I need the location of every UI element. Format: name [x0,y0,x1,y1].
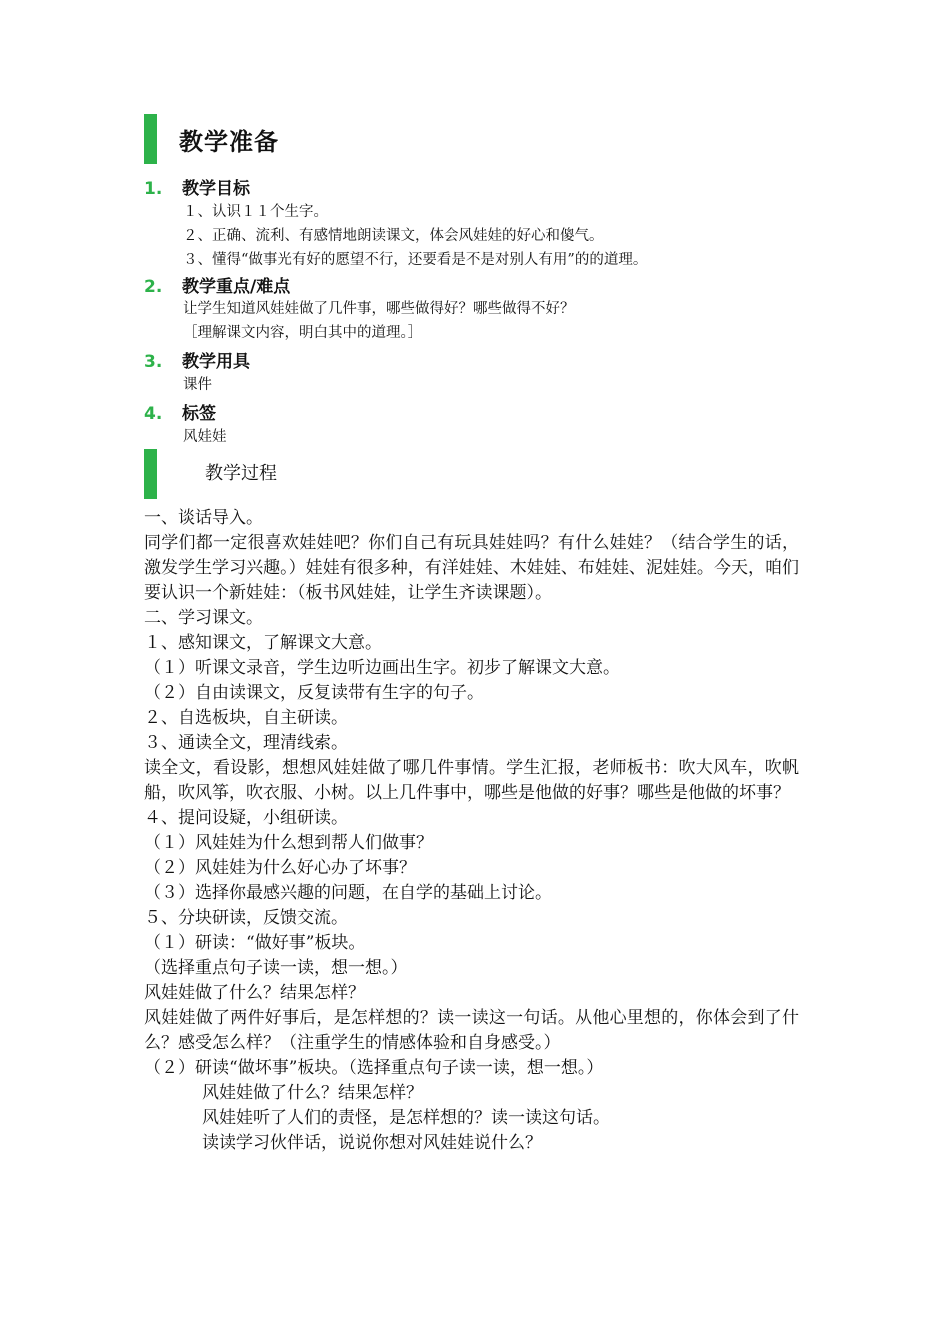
process-paragraph: 风娃娃做了什么？结果怎样？ [202,1083,423,1103]
section-marker-bar [144,114,157,164]
item-number: 3. [144,352,163,372]
prep-section-header [144,114,279,164]
prep-item-tags [144,399,216,424]
item-number: 1. [144,179,163,199]
process-paragraph: ３、通读全文，理清线索。 [144,733,348,753]
process-paragraph: （１）听课文录音，学生边听边画出生字。初步了解课文大意。 [144,658,620,678]
key-point-line: ［理解课文内容，明白其中的道理。］ [183,325,423,341]
process-paragraph: 风娃娃做了两件好事后，是怎样想的？读一读这一句话。从他心里想的，你体会到了什么？感受怎么样？（注重学生的情感体验和自身感受。） [144,1008,799,1053]
item-number: 4. [144,404,163,424]
objective-line: ２、正确、流利、有感情地朗读课文，体会风娃娃的好心和傻气。 [183,228,604,244]
process-paragraph: （选择重点句子读一读，想一想。） [144,958,408,978]
section-marker-bar [144,449,157,499]
process-paragraph: ２、自选板块，自主研读。 [144,708,348,728]
prep-item-objectives [144,174,250,199]
key-points-lines [183,297,575,345]
process-section-header [144,449,277,499]
process-paragraph: 同学们都一定很喜欢娃娃吧？你们自己有玩具娃娃吗？有什么娃娃？（结合学生的话，激发学生学习兴趣。）娃娃有很多种，有洋娃娃、木娃娃、布娃娃、泥娃娃。今天，咱们要认识一个新娃娃：（板书风娃娃，让学生齐读课题）。 [144,533,799,603]
prep-item-tools [144,347,250,372]
process-section-title: 教学过程 [205,463,277,484]
process-paragraph: （１）风娃娃为什么想到帮人们做事？ [144,833,433,853]
process-paragraph: 二、学习课文。 [144,608,263,628]
item-title: 教学用具 [182,352,250,372]
process-paragraph: （２）自由读课文，反复读带有生字的句子。 [144,683,484,703]
process-paragraph: 风娃娃做了什么？结果怎样？ [144,983,365,1003]
item-title: 教学重点/难点 [182,277,291,297]
item-title: 标签 [182,404,216,424]
tags-lines [183,425,227,449]
tools-lines [183,373,212,397]
process-body [144,506,799,1156]
process-paragraph: （１）研读：“做好事”板块。 [144,933,366,953]
process-paragraph: 读全文，看设影，想想风娃娃做了哪几件事情。学生汇报，老师板书：吹大风车，吹帆船，吹风筝，吹衣服、小树。以上几件事中，哪些是他做的好事？哪些是他做的坏事？ [144,758,799,803]
process-paragraph: 一、谈话导入。 [144,508,263,528]
process-paragraph: ４、提问设疑，小组研读。 [144,808,348,828]
item-number: 2. [144,277,163,297]
item-title: 教学目标 [182,179,250,199]
tag-line: 风娃娃 [183,429,227,445]
process-paragraph: （３）选择你最感兴趣的问题，在自学的基础上讨论。 [144,883,552,903]
prep-item-key-points [144,272,290,297]
objective-line: ３、懂得“做事光有好的愿望不行，还要看是不是对别人有用”的的道理。 [183,252,648,268]
key-point-line: 让学生知道风娃娃做了几件事，哪些做得好？哪些做得不好？ [183,301,575,317]
process-paragraph: （２）研读“做坏事”板块。（选择重点句子读一读，想一想。） [144,1058,604,1078]
process-paragraph: 读读学习伙伴话，说说你想对风娃娃说什么？ [202,1133,542,1153]
process-paragraph: ５、分块研读，反馈交流。 [144,908,348,928]
objectives-lines [183,200,647,272]
tool-line: 课件 [183,377,212,393]
process-paragraph: 风娃娃听了人们的责怪，是怎样想的？读一读这句话。 [202,1108,610,1128]
process-paragraph: （２）风娃娃为什么好心办了坏事？ [144,858,416,878]
process-paragraph: １、感知课文，了解课文大意。 [144,633,382,653]
prep-section-title: 教学准备 [179,127,279,156]
objective-line: １、认识１１个生字。 [183,204,328,220]
